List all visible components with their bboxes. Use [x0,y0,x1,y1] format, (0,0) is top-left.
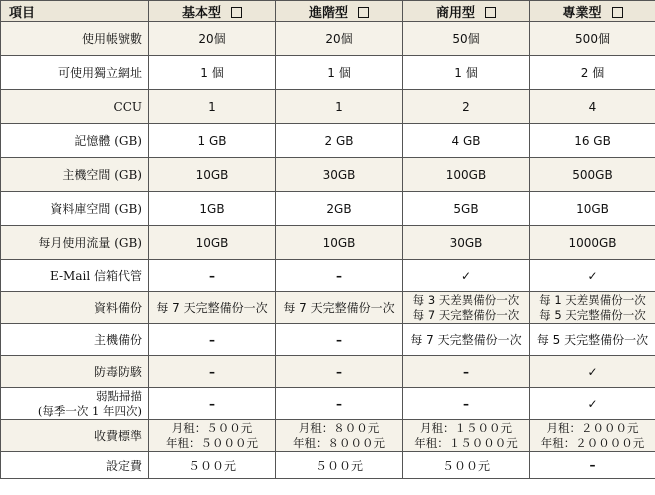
plan-header-professional [530,1,655,22]
table-row [1,158,655,192]
value-cell: 2 個 [530,56,655,90]
value-cell: 500個 [530,22,655,56]
table-row [1,124,655,158]
check-icon: ✓ [530,388,655,420]
row-label: 資料備份 [1,292,149,324]
row-label: 防毒防駭 [1,356,149,388]
plan-header-basic [149,1,276,22]
dash-cell: – [276,324,403,356]
value-cell: 30GB [276,158,403,192]
dash-cell: – [149,388,276,420]
table-row [1,260,655,292]
plan-checkbox-basic[interactable] [231,7,242,18]
value-cell: 10GB [149,158,276,192]
row-label: 每月使用流量 (GB) [1,226,149,260]
value-cell: 10GB [276,226,403,260]
dash-cell: – [403,388,530,420]
row-label: 主機空間 (GB) [1,158,149,192]
value-cell: 1 [149,90,276,124]
value-cell: 1000GB [530,226,655,260]
value-cell: 月租：８００元 年租：８０００元 [276,420,403,452]
dash-cell: – [149,324,276,356]
value-cell: 每 7 天完整備份一次 [403,324,530,356]
value-cell: 月租：２０００元 年租：２００００元 [530,420,655,452]
plan-header-business [403,1,530,22]
value-cell: 每 7 天完整備份一次 [149,292,276,324]
value-cell: 20個 [276,22,403,56]
value-cell: 每 7 天完整備份一次 [276,292,403,324]
plan-checkbox-business[interactable] [485,7,496,18]
plan-checkbox-advanced[interactable] [358,7,369,18]
value-cell: 4 [530,90,655,124]
dash-cell: – [276,388,403,420]
dash-cell: – [149,356,276,388]
dash-cell: – [149,260,276,292]
table-row [1,56,655,90]
value-cell: 每 5 天完整備份一次 [530,324,655,356]
row-label: 設定費 [1,452,149,479]
row-label: 主機備份 [1,324,149,356]
table-row [1,192,655,226]
dash-cell: – [403,356,530,388]
row-label: 可使用獨立網址 [1,56,149,90]
value-cell: 1 個 [149,56,276,90]
plan-checkbox-professional[interactable] [612,7,623,18]
value-cell: 30GB [403,226,530,260]
table-body [1,22,655,479]
check-icon: ✓ [530,260,655,292]
value-cell: 1GB [149,192,276,226]
dash-cell: – [530,452,655,479]
check-icon: ✓ [403,260,530,292]
plan-name: 進階型 [308,5,348,21]
table-row [1,226,655,260]
dash-cell: – [276,356,403,388]
value-cell: 10GB [149,226,276,260]
value-cell: 1 GB [149,124,276,158]
value-cell: 2GB [276,192,403,226]
check-icon: ✓ [530,356,655,388]
dash-cell: – [276,260,403,292]
value-cell: 500GB [530,158,655,192]
plan-name: 專業型 [562,5,602,21]
row-label: 使用帳號數 [1,22,149,56]
row-label: 記憶體 (GB) [1,124,149,158]
plan-name: 基本型 [181,5,221,21]
value-cell: 2 GB [276,124,403,158]
value-cell: 10GB [530,192,655,226]
value-cell: 1 個 [403,56,530,90]
row-label: CCU [1,90,149,124]
table-row [1,22,655,56]
row-label: E-Mail 信箱代管 [1,260,149,292]
value-cell: 50個 [403,22,530,56]
value-cell: 5GB [403,192,530,226]
value-cell: 100GB [403,158,530,192]
value-cell: ５００元 [403,452,530,479]
value-cell: 4 GB [403,124,530,158]
value-cell: 月租：５００元 年租：５０００元 [149,420,276,452]
value-cell: ５００元 [149,452,276,479]
row-label: 弱點掃描 (每季一次 1 年四次) [1,388,149,420]
table-row [1,452,655,479]
table-row [1,420,655,452]
value-cell: 1 個 [276,56,403,90]
table-row [1,356,655,388]
value-cell: 2 [403,90,530,124]
plan-name: 商用型 [435,5,475,21]
plan-header-advanced [276,1,403,22]
row-label: 收費標準 [1,420,149,452]
table-row [1,90,655,124]
value-cell: 20個 [149,22,276,56]
value-cell: 16 GB [530,124,655,158]
value-cell: 1 [276,90,403,124]
table-row [1,388,655,420]
value-cell: 月租：１５００元 年租：１５０００元 [403,420,530,452]
value-cell: 每 1 天差異備份一次 每 5 天完整備份一次 [530,292,655,324]
table-header-row [1,1,655,22]
table-row [1,324,655,356]
value-cell: ５００元 [276,452,403,479]
value-cell: 每 3 天差異備份一次 每 7 天完整備份一次 [403,292,530,324]
item-column-header: 項目 [1,1,149,22]
row-label: 資料庫空間 (GB) [1,192,149,226]
table-row [1,292,655,324]
